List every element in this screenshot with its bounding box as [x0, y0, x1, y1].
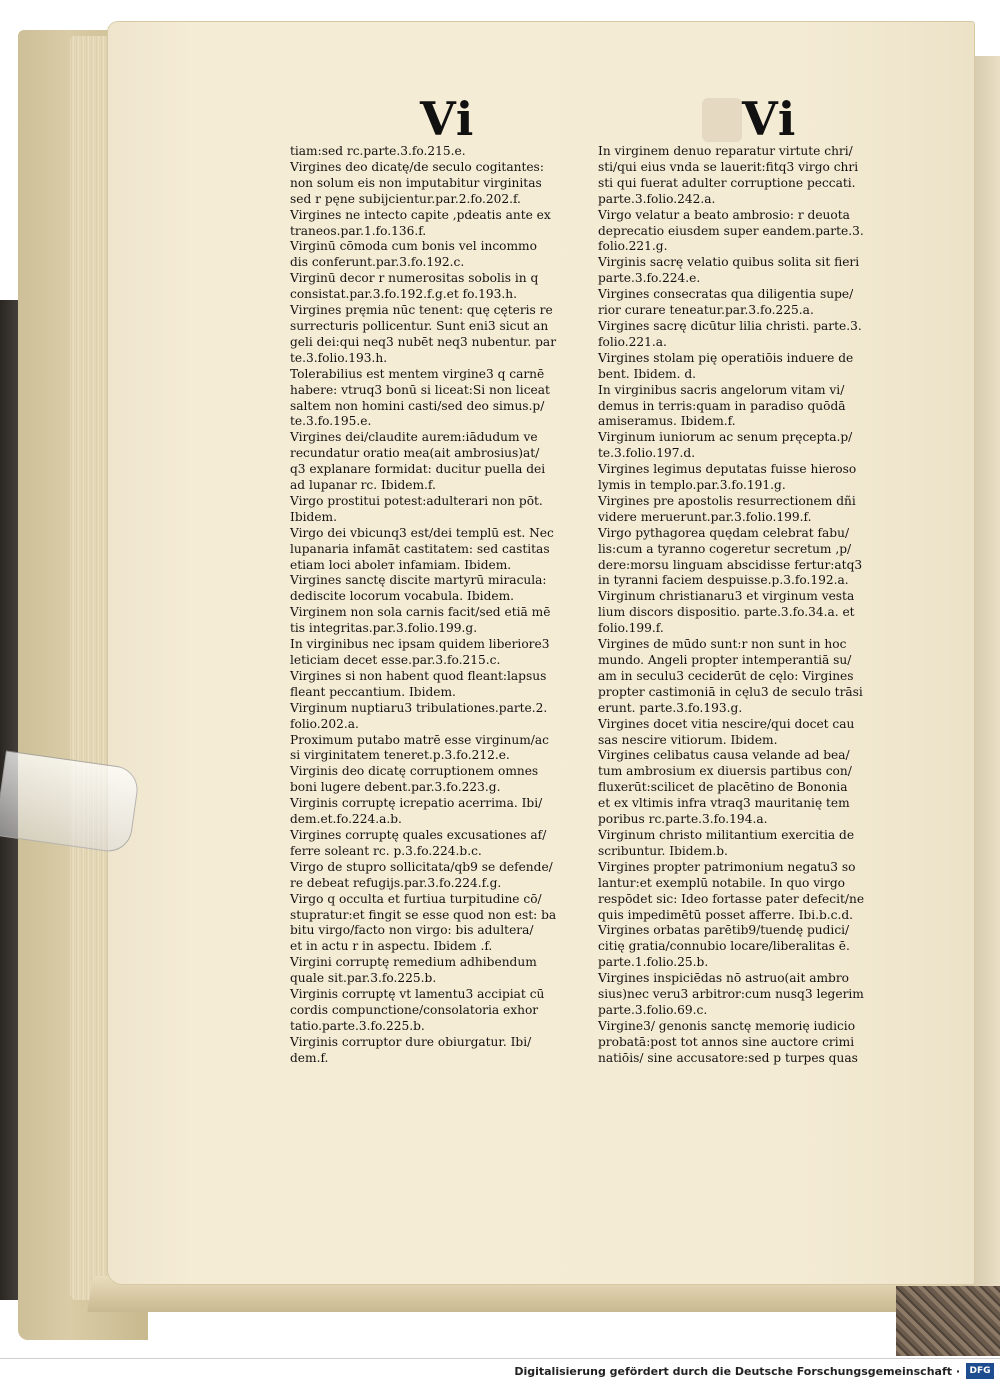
index-line: surrecturis pollicentur. Sunt eni3 sicut an [290, 318, 549, 333]
index-line: dem.et.fo.224.a.b. [290, 812, 402, 827]
index-line: quis impedimētū posset afferre. Ibi.b.c.d. [598, 907, 854, 922]
index-line: Virgines consecratas qua diligentia supe/ [598, 287, 854, 302]
footer-bar [0, 1358, 1000, 1385]
index-line: folio.221.a. [598, 334, 667, 349]
dfg-logo: DFG [966, 1363, 994, 1379]
index-line: Virgo velatur a beato ambrosio: r deuota [598, 207, 850, 222]
index-line: Virginis sacrę velatio quibus solita sit fieri [598, 255, 860, 270]
index-line: Virginū cōmoda cum bonis vel incommo [290, 239, 537, 254]
index-line: tiam:sed rc.parte.3.fo.215.e. [290, 144, 466, 158]
index-line: in tyranni faciem despuisse.p.3.fo.192.a. [598, 573, 849, 588]
index-line: re debeat refugijs.par.3.fo.224.f.g. [290, 875, 502, 890]
index-line: Virgines si non habent quod fleant:lapsus [290, 668, 547, 683]
index-line: tum ambrosium ex diuersis partibus con/ [598, 764, 852, 779]
index-line: Virgines celibatus causa velande ad bea/ [598, 748, 850, 763]
index-line: Virgine3/ genonis sanctę memorię iudicio [598, 1018, 856, 1033]
index-line: parte.1.folio.25.b. [598, 955, 709, 970]
index-line: Virginum christo militantium exercitia de [598, 827, 855, 842]
index-line: Virgo de stupro sollicitata/qb9 se defende/ [290, 859, 553, 874]
index-line: lantur:et exemplū notabile. In quo virgo [598, 875, 846, 890]
index-line: Proximum putabo matrē esse virginum/ac [290, 732, 550, 747]
index-line: Virginū decor r numerositas sobolis in q [290, 271, 539, 286]
index-line: dediscite locorum vocabula. Ibidem. [290, 589, 515, 604]
index-line: Virgines deo dicatę/de seculo cogitantes: [290, 159, 544, 174]
glass-page-holder [0, 750, 141, 854]
index-line: ad lupanar rc. Ibidem.f. [290, 478, 436, 493]
index-line: Virgines sacrę dicūtur lilia christi. parte.3. [598, 318, 862, 333]
index-column-right [598, 144, 910, 1067]
index-line: Virgini corruptę remedium adhibendum [290, 955, 537, 970]
index-line: Virgines sanctę discite martyrū miracula: [290, 573, 547, 588]
index-line: In virginibus sacris angelorum vitam vi/ [598, 382, 845, 397]
index-line: geli dei:qui neq3 nubēt neq3 nubentur. par [290, 334, 557, 349]
index-line: lymis in templo.par.3.fo.191.g. [598, 478, 786, 493]
index-line: si virginitatem teneret.p.3.fo.212.e. [290, 748, 510, 763]
index-line: sius)nec veru3 arbitror:cum nusq3 legerim [598, 987, 864, 1002]
index-line: Virgines inspiciēdas nō astruo(ait ambro [598, 971, 850, 986]
index-line: et ex vltimis infra vtraq3 mauritanię tem [598, 796, 850, 811]
index-line: recundatur oratio mea(ait ambrosius)at/ [290, 446, 540, 461]
index-line: fluxerūt:scilicet de placētino de Bononia [598, 780, 848, 795]
index-line: Virgines corruptę quales excusationes af/ [290, 827, 547, 842]
index-line: Virgines pre apostolis resurrectionem dñi [598, 493, 856, 508]
index-line: parte.3.fo.224.e. [598, 271, 701, 286]
index-line: lupanaria infamāt castitatem: sed castitas [290, 541, 550, 556]
index-line: parte.3.folio.242.a. [598, 191, 716, 206]
index-line: quale sit.par.3.fo.225.b. [290, 971, 437, 986]
running-head-left: Vi [420, 92, 475, 146]
index-line: Virgo q occulta et furtiua turpitudine cō/ [290, 891, 542, 906]
index-line: Virgines docet vitia nescire/qui docet cau [598, 716, 855, 731]
index-line: am in seculu3 ceciderūt de cęlo: Virgines [598, 668, 854, 683]
index-line: et in actu r in aspectu. Ibidem .f. [290, 939, 493, 954]
index-line: Virginis corruptor dure obiurgatur. Ibi/ [290, 1034, 532, 1049]
index-line: videre meruerunt.par.3.folio.199.f. [598, 509, 812, 524]
index-line: te.3.fo.195.e. [290, 414, 372, 429]
index-line: bitu virgo/facto non virgo: bis adultera/ [290, 923, 534, 938]
index-line: lis:cum a tyranno cogeretur secretum ,p/ [598, 541, 852, 556]
index-line: Virgines dei/claudite aurem:iādudum ve [290, 430, 538, 445]
index-line: probatā:post tot annos sine auctore crimi [598, 1034, 855, 1049]
funding-credit: Digitalisierung gefördert durch die Deutsche Forschungsgemeinschaft · [514, 1365, 960, 1378]
index-line: saltem non homini casti/sed deo simus.p/ [290, 398, 545, 413]
index-line: tatio.parte.3.fo.225.b. [290, 1018, 425, 1033]
index-line: sti/qui eius vnda se lauerit:fitq3 virgo chri [598, 159, 859, 174]
index-line: deprecatio eiusdem super eandem.parte.3. [598, 223, 864, 238]
index-line: fleant peccantium. Ibidem. [290, 684, 456, 699]
index-line: Virgines ne intecto capite ,pdeatis ante ex [290, 207, 551, 222]
index-line: Virgines de mūdo sunt:r non sunt in hoc [598, 637, 847, 652]
index-line: sed r pęne subijcientur.par.2.fo.202.f. [290, 191, 521, 206]
marbled-cover-corner [896, 1286, 1000, 1356]
index-line: Virgines propter patrimonium negatu3 so [598, 859, 856, 874]
index-line: te.3.folio.197.d. [598, 446, 696, 461]
index-line: dis conferunt.par.3.fo.192.c. [290, 255, 465, 270]
index-line: ferre soleant rc. p.3.fo.224.b.c. [290, 843, 482, 858]
index-column-left [290, 144, 590, 1067]
index-line: Virginum christianaru3 et virginum vesta [598, 589, 855, 604]
index-line: parte.3.folio.69.c. [598, 1002, 708, 1017]
index-line: Virgines pręmia nūc tenent: quę cęteris re [290, 303, 553, 318]
index-line: Virginis corruptę icrepatio acerrima. Ibi/ [290, 796, 543, 811]
index-line: natiōis/ sine accusatore:sed p turpes quas [598, 1050, 858, 1065]
index-line: folio.221.g. [598, 239, 668, 254]
index-line: sas nescire vitiorum. Ibidem. [598, 732, 778, 747]
index-line: rior curare teneatur.par.3.fo.225.a. [598, 303, 814, 318]
index-line: erunt. parte.3.fo.193.g. [598, 700, 743, 715]
index-line: Tolerabilius est mentem virgine3 q carnē [290, 366, 545, 381]
index-line: respōdet sic: Ideo fortasse pater defecit/ne [598, 891, 865, 906]
index-line: folio.199.f. [598, 621, 664, 636]
index-line: Virgines legimus deputatas fuisse hieroso [598, 462, 857, 477]
index-line: Virgines stolam pię operatiōis induere de [598, 350, 854, 365]
index-line: non solum eis non imputabitur virginitas [290, 175, 542, 190]
index-line: amiseramus. Ibidem.f. [598, 414, 736, 429]
index-line: Virgo pythagorea quędam celebrat fabu/ [598, 525, 850, 540]
index-line: mundo. Angeli propter intemperantiā su/ [598, 653, 852, 667]
index-line: tis integritas.par.3.folio.199.g. [290, 621, 478, 636]
show-through-headword [702, 98, 742, 142]
running-head-right: Vi [742, 92, 797, 146]
index-line: stupratur:et fingit se esse quod non est: ba [290, 907, 557, 922]
index-line: citię gratia/connubio locare/liberalitas ē. [598, 939, 850, 954]
index-line: cordis compunctione/consolatoria exhor [290, 1002, 539, 1017]
index-line: sti qui fuerat adulter corruptione peccati. [598, 175, 856, 190]
index-line: Virginum nuptiaru3 tribulationes.parte.2. [290, 700, 548, 715]
index-line: Virginis corruptę vt lamentu3 accipiat cū [290, 987, 545, 1002]
index-line: Virgines orbatas parētib9/tuendę pudici/ [598, 923, 850, 938]
index-line: folio.202.a. [290, 716, 359, 731]
index-line: propter castimoniā in cęlu3 de seculo trāsi [598, 684, 863, 699]
index-line: poribus rc.parte.3.fo.194.a. [598, 812, 768, 827]
index-line: etiam loci aboleт infamiam. Ibidem. [290, 557, 512, 572]
index-line: Ibidem. [290, 509, 337, 524]
index-line: Virginis deo dicatę corruptionem omnes [290, 764, 539, 779]
index-line: q3 explanare formidat: ducitur puella dei [290, 462, 546, 477]
index-line: In virginem denuo reparatur virtute chri/ [598, 144, 853, 158]
index-line: consistat.par.3.fo.192.f.g.et fo.193.h. [290, 287, 518, 302]
index-line: scribuntur. Ibidem.b. [598, 843, 728, 858]
index-line: Virginem non sola carnis facit/sed etiā mē [290, 605, 551, 620]
index-line: boni lugere debent.par.3.fo.223.g. [290, 780, 501, 795]
index-line: traneos.par.1.fo.136.f. [290, 223, 427, 238]
index-line: demus in terris:quam in paradiso quōdā [598, 398, 846, 413]
index-line: Virginum iuniorum ac senum pręcepta.p/ [598, 430, 853, 445]
index-line: bent. Ibidem. d. [598, 366, 697, 381]
index-line: leticiam decet esse.par.3.fo.215.c. [290, 653, 501, 667]
index-line: dere:morsu linguam abscidisse fertur:atq3 [598, 557, 863, 572]
index-line: Virgo prostitui potest:adulterari non pōt. [290, 493, 543, 508]
index-line: habere: vtruq3 bonū si liceat:Si non liceat [290, 382, 550, 397]
index-line: dem.f. [290, 1050, 329, 1065]
index-line: Virgo dei vbicunq3 est/dei templū est. Nec [290, 525, 554, 540]
index-line: In virginibus nec ipsam quidem liberiore3 [290, 637, 550, 652]
index-line: te.3.folio.193.h. [290, 350, 388, 365]
index-line: lium discors dispositio. parte.3.fo.34.a. et [598, 605, 855, 620]
